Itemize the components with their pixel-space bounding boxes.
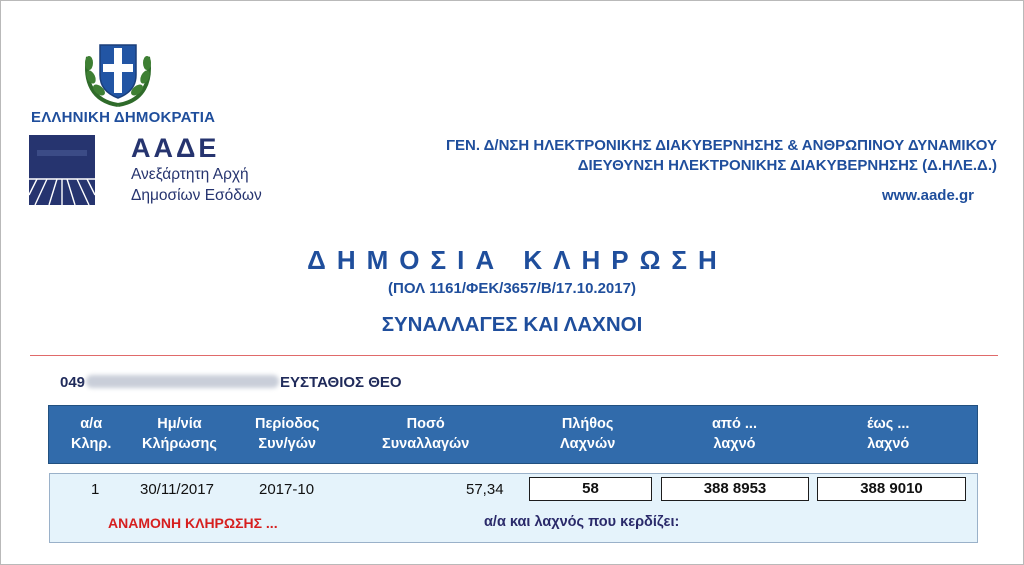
department-line2: ΔΙΕΥΘΥΝΣΗ ΗΛΕΚΤΡΟΝΙΚΗΣ ΔΙΑΚΥΒΕΡΝΗΣΗΣ (Δ.ΗΛΕ.Δ.)	[577, 157, 997, 174]
header-to-ticket: έως ... λαχνό	[867, 416, 910, 452]
status-text: ΑΝΑΜΟΝΗ ΚΛΗΡΩΣΗΣ ...	[108, 515, 278, 531]
taxpayer-info	[60, 374, 402, 391]
aade-logo-icon	[29, 135, 95, 205]
table-header	[48, 405, 978, 464]
logo-subtitle-line2: Δημοσίων Εσόδων	[131, 187, 262, 204]
header-ticket-count: Πλήθος Λαχνών	[560, 416, 616, 452]
website-link[interactable]: www.aade.gr	[882, 187, 974, 204]
cell-from-ticket: 388 8953	[661, 477, 809, 501]
header-from-ticket: από ... λαχνό	[712, 416, 757, 452]
redacted-block	[86, 375, 279, 388]
logo-subtitle-line1: Ανεξάρτητη Αρχή	[131, 166, 249, 183]
header-index: α/α Κληρ.	[71, 416, 112, 452]
legal-reference: (ΠΟΛ 1161/ΦΕΚ/3657/Β/17.10.2017)	[388, 280, 636, 297]
winner-label: α/α και λαχνός που κερδίζει:	[484, 514, 680, 530]
country-name: ΕΛΛΗΝΙΚΗ ΔΗΜΟΚΡΑΤΙΑ	[31, 109, 216, 126]
page-subtitle: ΣΥΝΑΛΛΑΓΕΣ ΚΑΙ ΛΑΧΝΟΙ	[381, 313, 643, 336]
divider	[30, 355, 998, 356]
taxpayer-id-prefix: 049	[60, 374, 86, 391]
taxpayer-name: ΕΥΣΤΑΘΙΟΣ ΘΕΟ	[280, 374, 402, 391]
cell-to-ticket: 388 9010	[817, 477, 966, 501]
cell-amount: 57,34	[466, 481, 504, 498]
coat-of-arms-icon	[80, 33, 156, 109]
header-period: Περίοδος Συν/γών	[255, 416, 320, 452]
page-title: ΔΗΜΟΣΙΑ ΚΛΗΡΩΣΗ	[307, 245, 728, 275]
cell-period: 2017-10	[259, 481, 315, 498]
department-line1: ΓΕΝ. Δ/ΝΣΗ ΗΛΕΚΤΡΟΝΙΚΗΣ ΔΙΑΚΥΒΕΡΝΗΣΗΣ & ΑΝΘΡΩΠΙΝΟΥ ΔΥΝΑΜΙΚΟΥ	[446, 137, 997, 154]
cell-ticket-count: 58	[529, 477, 652, 501]
cell-index: 1	[91, 481, 100, 498]
logo-acronym: ΑΑΔΕ	[131, 133, 220, 163]
header-amount: Ποσό Συναλλαγών	[382, 416, 470, 452]
cell-draw-date: 30/11/2017	[140, 481, 214, 498]
header-draw-date: Ημ/νία Κλήρωσης	[142, 416, 217, 452]
